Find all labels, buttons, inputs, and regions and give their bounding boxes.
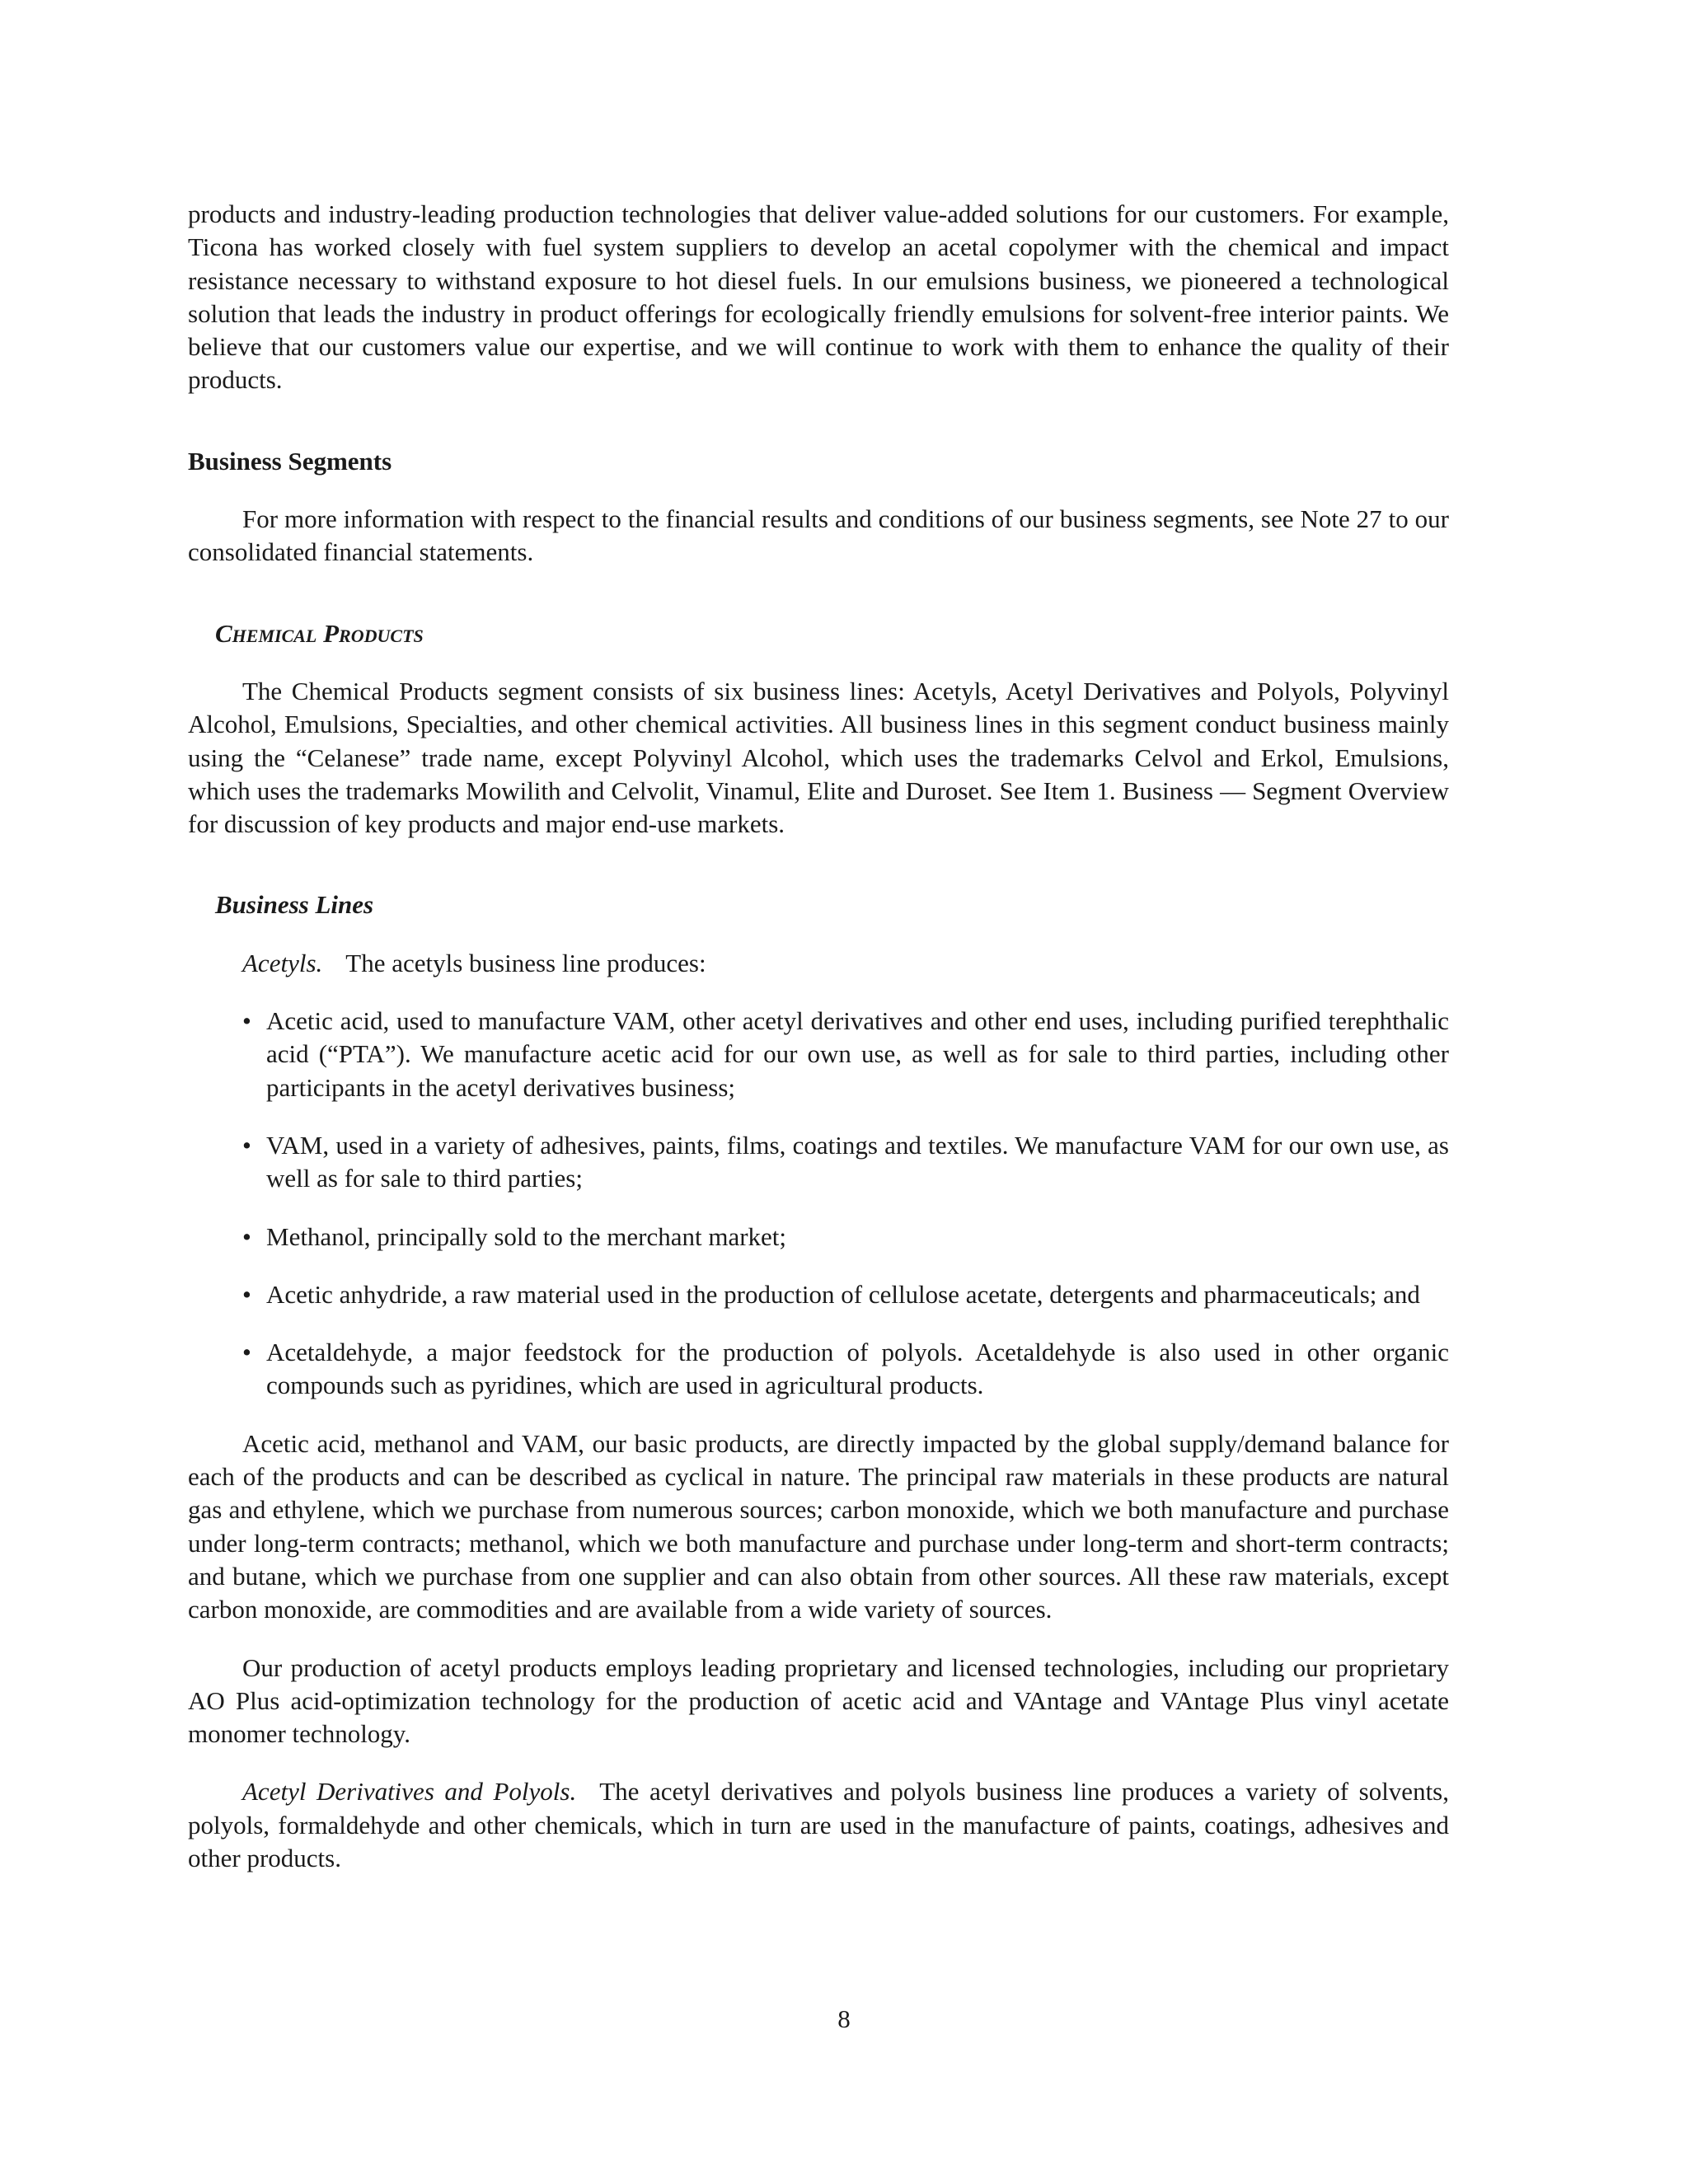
list-item <box>242 1221 1449 1254</box>
list-item <box>242 1005 1449 1104</box>
intro-paragraph: products and industry-leading production technologies that deliver value-added solutions for our customers. For example, Ticona has worked closely with fuel system suppliers to develop an acetal copolymer with the chemical and impact resistance necessary to withstand exposure to hot diesel fuels. In our emulsions business, we pioneered a technological solution that leads the industry in product offerings for ecologically friendly emulsions for solvent-free interior paints. We believe that our customers value our expertise, and we will continue to work with them to enhance the quality of their products. <box>188 199 1449 395</box>
list-item-text: Acetaldehyde, a major feedstock for the production of polyols. Acetaldehyde is also used in other organic compounds such as pyridines, which are used in agricultural products. <box>266 1338 1449 1400</box>
acetyls-product-list <box>188 1005 1449 1403</box>
technology-paragraph: Our production of acetyl products employs leading proprietary and licensed technologies, including our proprietary AO Plus acid-optimization technology for the production of acetic acid and VAntage and VAntage Plus vinyl acetate monomer technology. <box>188 1652 1449 1749</box>
list-item <box>242 1278 1449 1311</box>
list-item <box>242 1129 1449 1196</box>
chemical-products-heading: Chemical Products <box>215 618 424 648</box>
bullet-icon: • <box>242 1338 251 1367</box>
acetyls-intro-paragraph <box>188 947 1449 980</box>
chemical-products-paragraph: The Chemical Products segment consists of six business lines: Acetyls, Acetyl Derivatives and Polyols, Polyvinyl Alcohol, Emulsions, Specialties, and other chemical activities. All business lines in this segment conduct business mainly using the “Celanese” trade name, except Polyvinyl Alcohol, which uses the trademarks Celvol and Erkol, Emulsions, which uses the trademarks Mowilith and Celvolit, Vinamul, Elite and Duroset. See Item 1. Business — Segment Overview for discussion of key products and major end-use markets. <box>188 676 1449 839</box>
bullet-icon: • <box>242 1221 251 1251</box>
acetyl-derivatives-paragraph <box>188 1775 1449 1875</box>
acetyls-intro-text: The acetyls business line produces: <box>345 948 706 977</box>
acetyls-label: Acetyls. <box>242 948 323 977</box>
page-number: 8 <box>837 2004 851 2033</box>
bullet-icon: • <box>242 1130 251 1160</box>
acetyl-derivatives-label: Acetyl Derivatives and Polyols. <box>242 1777 577 1807</box>
bullet-icon: • <box>242 1279 251 1309</box>
business-segments-paragraph: For more information with respect to the financial results and conditions of our business segments, see Note 27 to our consolidated financial statements. <box>188 504 1449 567</box>
list-item-text: Acetic anhydride, a raw material used in the production of cellulose acetate, detergents and pharmaceuticals; and <box>266 1279 1420 1309</box>
list-item-text: VAM, used in a variety of adhesives, paints, films, coatings and textiles. We manufacture VAM for our own use, as well as for sale to third parties; <box>266 1130 1449 1193</box>
list-item-text: Acetic acid, used to manufacture VAM, other acetyl derivatives and other end uses, including purified terephthalic acid (“PTA”). We manufacture acetic acid for our own use, as well as for sale to third parties, including other participants in the acetyl derivatives business; <box>266 1006 1449 1102</box>
list-item-text: Methanol, principally sold to the merchant market; <box>266 1221 787 1251</box>
raw-materials-paragraph: Acetic acid, methanol and VAM, our basic products, are directly impacted by the global supply/demand balance for each of the products and can be described as cyclical in nature. The principal raw materials in these products are natural gas and ethylene, which we purchase from numerous sources; carbon monoxide, which we both manufacture and purchase under long-term contracts; methanol, which we both manufacture and purchase under long-term and short-term contracts; and butane, which we purchase from one supplier and can also obtain from other sources. All these raw materials, except carbon monoxide, are commodities and are available from a wide variety of sources. <box>188 1428 1449 1624</box>
document-body <box>188 198 1449 1875</box>
business-segments-heading: Business Segments <box>188 446 392 476</box>
bullet-icon: • <box>242 1006 251 1036</box>
list-item <box>242 1336 1449 1403</box>
business-lines-heading: Business Lines <box>215 890 374 920</box>
acetyl-derivatives-text: The acetyl derivatives and polyols business line produces a variety of solvents, polyols, formaldehyde and other chemicals, which in turn are used in the manufacture of paints, coatings, adhesives and other products. <box>188 1777 1449 1872</box>
